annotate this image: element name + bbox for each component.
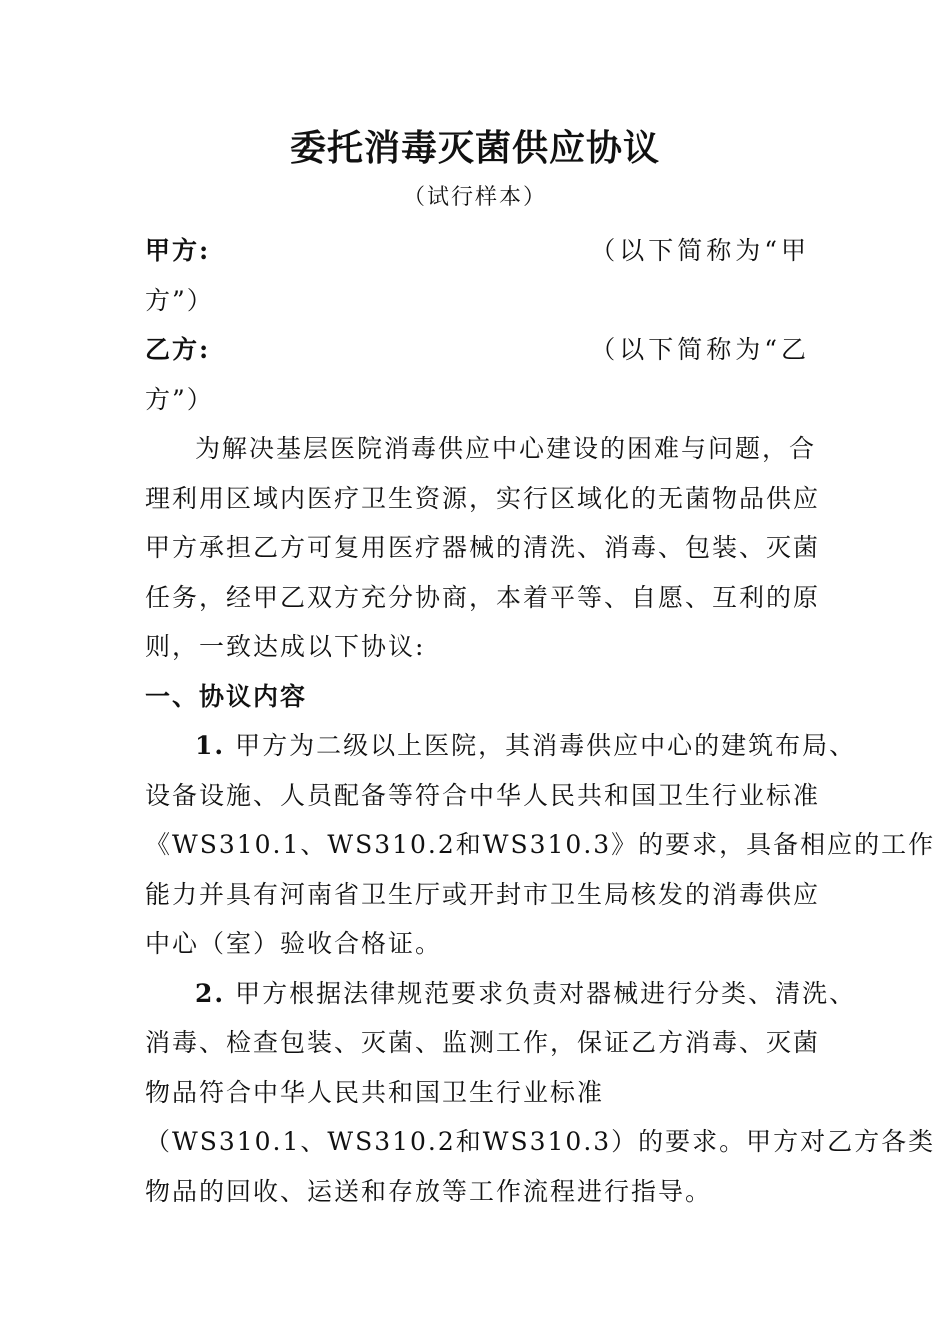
party-b-note: （以下简称为“乙: [590, 335, 810, 364]
party-a-label: 甲方:: [145, 236, 211, 265]
intro-line: 任务，经甲乙双方充分协商，本着平等、自愿、互利的原: [145, 582, 821, 612]
clause-2-line: 消毒、检查包装、灭菌、监测工作，保证乙方消毒、灭菌: [145, 1028, 821, 1057]
party-a-note: （以下简称为“甲: [590, 236, 810, 265]
clause-1-first-line: [145, 721, 857, 771]
intro-line: 理利用区域内医疗卫生资源，实行区域化的无菌物品供应: [145, 483, 821, 513]
party-a-note-continued: 方”）: [145, 285, 214, 315]
clause-2-number: 2.: [195, 978, 226, 1008]
clause-1-line: 《WS310.1、WS310.2和WS310.3》的要求，具备相应的工作: [145, 830, 936, 859]
party-b-label: 乙方:: [145, 335, 211, 364]
party-b-note-continued: 方”）: [145, 384, 214, 414]
clause-1-line: 能力并具有河南省卫生厅或开封市卫生局核发的消毒供应: [145, 879, 821, 909]
intro-line: 则，一致达成以下协议:: [145, 632, 426, 661]
clause-2-line: （WS310.1、WS310.2和WS310.3）的要求。甲方对乙方各类: [145, 1127, 936, 1156]
clause-2-text: 甲方根据法律规范要求负责对器械进行分类、清洗、: [235, 978, 857, 1008]
intro-line: 为解决基层医院消毒供应中心建设的困难与问题，合: [195, 434, 817, 463]
clause-1-line: 中心（室）验收合格证。: [145, 929, 443, 958]
clause-2-line: 物品的回收、运送和存放等工作流程进行指导。: [145, 1176, 713, 1206]
section-1-heading: 一、协议内容: [145, 681, 308, 711]
party-a-line: [145, 226, 810, 276]
document-body: [145, 226, 936, 1216]
clause-2-first-line: [145, 969, 857, 1019]
intro-line: 甲方承担乙方可复用医疗器械的清洗、消毒、包装、灭菌: [145, 533, 821, 562]
clause-1-line: 设备设施、人员配备等符合中华人民共和国卫生行业标准: [145, 780, 821, 810]
party-b-line: [145, 325, 810, 375]
document-title: 委托消毒灭菌供应协议: [289, 127, 660, 169]
document-subtitle: （试行样本）: [402, 185, 547, 210]
clause-2-line: 物品符合中华人民共和国卫生行业标准: [145, 1077, 605, 1107]
clause-1-number: 1.: [195, 731, 226, 760]
clause-1-text: 甲方为二级以上医院，其消毒供应中心的建筑布局、: [235, 731, 857, 760]
